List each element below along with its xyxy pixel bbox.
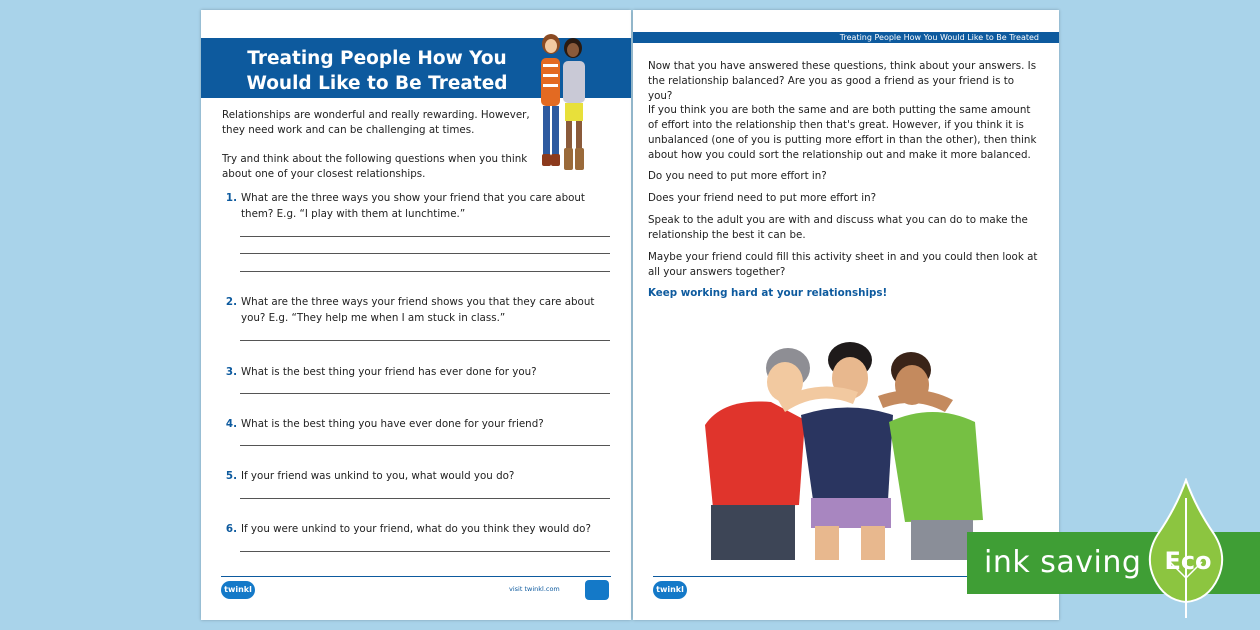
- worksheet-title: Treating People How You Would Like to Be Treated: [246, 48, 508, 94]
- adult-paragraph: Speak to the adult you are with and discuss what you can do to make the relationship the best it can be.: [648, 214, 1028, 241]
- question-text: What is the best thing you have ever done for your friend?: [241, 418, 544, 430]
- answer-line[interactable]: [240, 498, 610, 499]
- reflection-paragraph: Now that you have answered these questions, think about your answers. Is the relationship balanced? Are you as good a friend as your friend is to you?: [648, 60, 1037, 102]
- closing-message: Keep working hard at your relationships!: [648, 287, 888, 299]
- answer-line[interactable]: [240, 236, 610, 237]
- question-text: If your friend was unkind to you, what would you do?: [241, 470, 515, 482]
- question-text: What are the three ways you show your friend that you care about them? E.g. “I play with them at lunchtime.”: [241, 192, 585, 220]
- answer-line[interactable]: [240, 253, 610, 254]
- question-number: 3.: [225, 366, 237, 378]
- footer-rule: [221, 576, 611, 577]
- page-header: Treating People How You Would Like to Be Treated: [633, 32, 1059, 43]
- ink-saving-text: ink saving: [984, 545, 1142, 580]
- question-text: What is the best thing your friend has ever done for you?: [241, 366, 537, 378]
- question-text: What are the three ways your friend shows you that they care about you? E.g. “They help me when I am stuck in class.”: [241, 296, 595, 324]
- visit-link[interactable]: visit twinkl.com: [509, 585, 560, 593]
- twinkl-logo: twinkl: [653, 581, 687, 599]
- instruction-paragraph: Try and think about the following questions when you think about one of your closest relationships.: [222, 153, 528, 180]
- twinkl-badge-icon: [585, 580, 609, 600]
- question-number: 4.: [225, 418, 237, 430]
- question-number: 6.: [225, 523, 237, 535]
- share-paragraph: Maybe your friend could fill this activity sheet in and you could then look at all your answers together?: [648, 251, 1038, 278]
- answer-line[interactable]: [240, 271, 610, 272]
- eco-label: Eco: [1164, 547, 1212, 575]
- answer-line[interactable]: [240, 340, 610, 341]
- question-text: If you were unkind to your friend, what do you think they would do?: [241, 523, 591, 535]
- question-number: 5.: [225, 470, 237, 482]
- worksheet-page-left: [201, 10, 631, 620]
- intro-paragraph: Relationships are wonderful and really rewarding. However, they need work and can be challenging at times.: [222, 109, 530, 136]
- question-number: 1.: [225, 192, 237, 204]
- question-number: 2.: [225, 296, 237, 308]
- answer-line[interactable]: [240, 445, 610, 446]
- prompt-effort: Do you need to put more effort in?: [648, 170, 827, 182]
- two-girls-illustration: [531, 30, 601, 175]
- answer-line[interactable]: [240, 393, 610, 394]
- three-friends-illustration: [693, 330, 993, 562]
- worksheet-page-right: [633, 10, 1059, 620]
- prompt-friend-effort: Does your friend need to put more effort in?: [648, 192, 877, 204]
- answer-line[interactable]: [240, 551, 610, 552]
- balance-paragraph: If you think you are both the same and are both putting the same amount of effort into the relationship then that's great. However, if you think it is unbalanced (one of you is putting more effort in than the other), then think about how you could sort the relationship out and make it more balanced.: [648, 104, 1037, 161]
- twinkl-logo: twinkl: [221, 581, 255, 599]
